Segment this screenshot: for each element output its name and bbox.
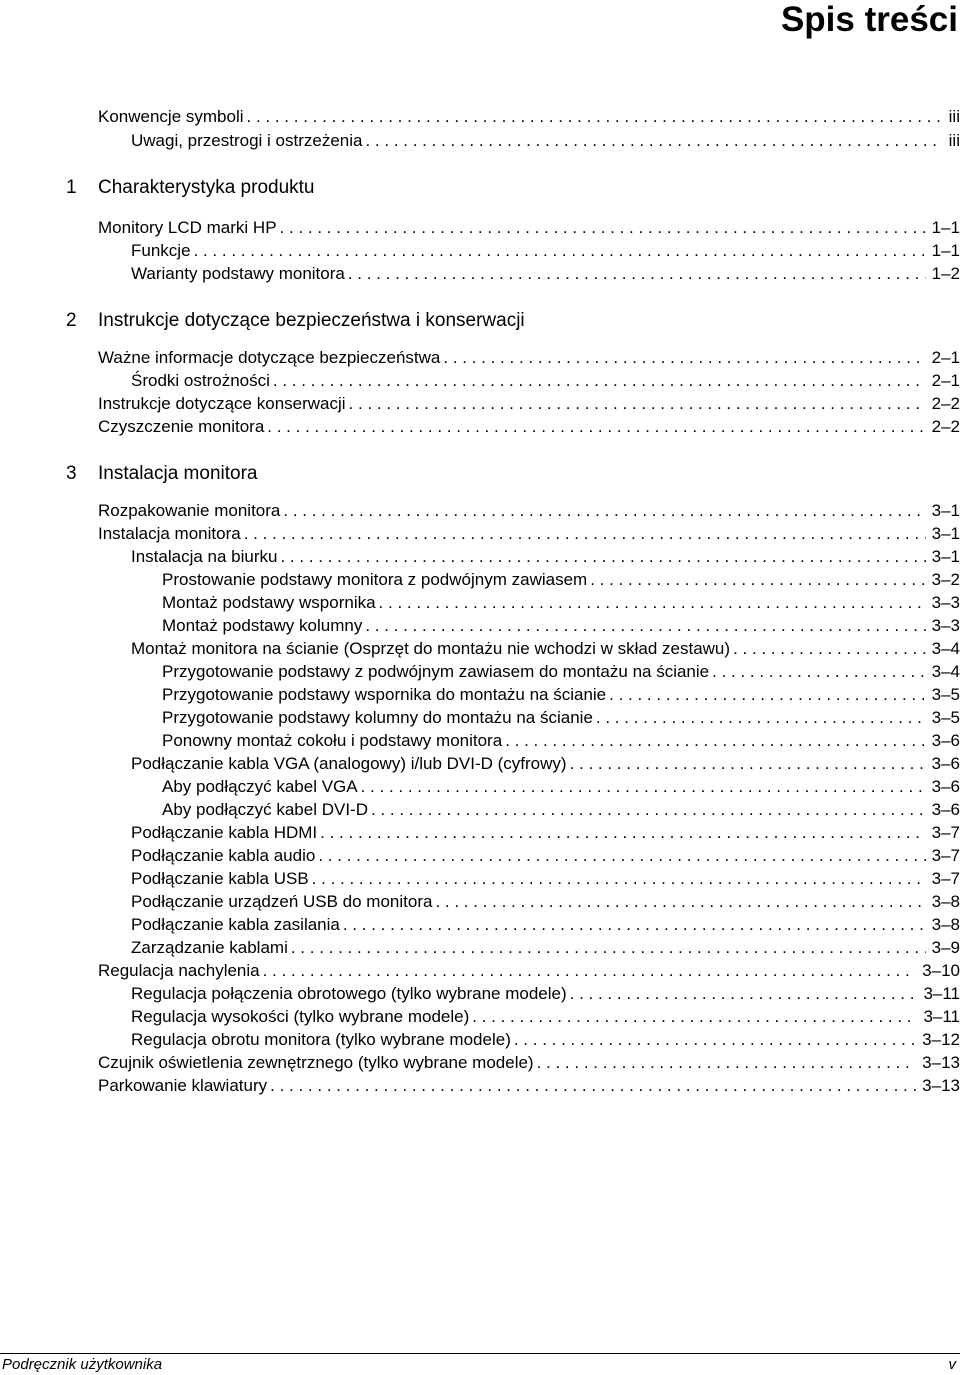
dot-leader (379, 591, 926, 614)
toc-entry-label: Regulacja wysokości (tylko wybrane modele) (131, 1007, 470, 1026)
toc-entry[interactable] (162, 660, 960, 683)
dot-leader (280, 216, 926, 239)
toc-entry-label: Montaż podstawy wspornika (162, 593, 376, 612)
dot-leader (349, 392, 926, 415)
toc-entry-page: 3–13 (922, 1076, 960, 1095)
dot-leader (443, 346, 925, 369)
dot-leader (712, 660, 926, 683)
dot-leader (609, 683, 925, 706)
toc-entry-label: Ważne informacje dotyczące bezpieczeństwa (98, 348, 441, 367)
toc-entry[interactable] (162, 775, 960, 798)
toc-entry[interactable] (131, 821, 960, 844)
toc-entry-page: 2–1 (931, 371, 960, 390)
dot-leader (291, 936, 926, 959)
chapter-heading-1[interactable] (66, 175, 315, 201)
toc-entry-label: Warianty podstawy monitora (131, 264, 345, 283)
chapter-title: Instrukcje dotyczące bezpieczeństwa i konserwacji (98, 310, 525, 331)
dot-leader (280, 545, 925, 568)
toc-entry-label: Czyszczenie monitora (98, 417, 265, 436)
toc-entry-page: 3–6 (931, 731, 960, 750)
dot-leader (348, 262, 926, 285)
toc-entry[interactable] (131, 262, 960, 285)
toc-entry-label: Konwencje symboli (98, 107, 244, 126)
toc-entry-page: 2–1 (931, 348, 960, 367)
toc-entry-page: 3–3 (931, 616, 960, 635)
toc-entry-page: 3–2 (931, 570, 960, 589)
toc-entry-page: 3–8 (931, 892, 960, 911)
toc-entry-page: 3–1 (931, 524, 960, 543)
footer-page-number: v (948, 1356, 956, 1373)
toc-entry[interactable] (131, 1005, 960, 1028)
toc-entry-label: Zarządzanie kablami (131, 938, 288, 957)
dot-leader (596, 706, 926, 729)
toc-entry-page: 3–6 (931, 800, 960, 819)
toc-entry[interactable] (162, 683, 960, 706)
toc-entry-label: Rozpakowanie monitora (98, 501, 281, 520)
toc-entry-page: 3–11 (923, 1007, 960, 1026)
toc-entry[interactable] (98, 1074, 960, 1097)
toc-entry-label: Funkcje (131, 241, 191, 260)
toc-entry-label: Instalacja na biurku (131, 547, 278, 566)
toc-entry-label: Przygotowanie podstawy kolumny do montażu na ścianie (162, 708, 593, 727)
toc-entry[interactable] (98, 522, 960, 545)
dot-leader (590, 568, 925, 591)
toc-entry-label: Prostowanie podstawy monitora z podwójnym zawiasem (162, 570, 588, 589)
toc-entry-page: 3–1 (931, 501, 960, 520)
toc-entry-page: 3–9 (931, 938, 960, 957)
dot-leader (514, 1028, 916, 1051)
dot-leader (472, 1005, 917, 1028)
toc-entry-page: 3–6 (931, 754, 960, 773)
toc-entry-label: Aby podłączyć kabel DVI-D (162, 800, 368, 819)
toc-entry-label: Przygotowanie podstawy z podwójnym zawiasem do montażu na ścianie (162, 662, 710, 681)
footer-rule (0, 1353, 960, 1354)
chapter-heading-2[interactable] (66, 308, 525, 334)
dot-leader (312, 867, 926, 890)
dot-leader (570, 982, 918, 1005)
toc-entry[interactable] (131, 637, 960, 660)
toc-entry-page: 2–2 (931, 417, 960, 436)
dot-leader (267, 415, 925, 438)
toc-entry-page: 3–8 (931, 915, 960, 934)
toc-entry-page: 3–6 (931, 777, 960, 796)
toc-entry-label: Montaż monitora na ścianie (Osprzęt do montażu nie wchodzi w skład zestawu) (131, 639, 731, 658)
toc-entry-page: 1–1 (931, 241, 960, 260)
dot-leader (318, 844, 925, 867)
dot-leader (505, 729, 925, 752)
dot-leader (270, 1074, 916, 1097)
toc-entry-page: 1–2 (931, 264, 960, 283)
toc-entry-label: Instalacja monitora (98, 524, 241, 543)
footer-manual-title: Podręcznik użytkownika (2, 1356, 163, 1373)
toc-entry-page: 3–13 (922, 1053, 960, 1072)
dot-leader (343, 913, 926, 936)
chapter-number: 3 (66, 463, 77, 484)
toc-entry[interactable] (131, 239, 960, 262)
chapter-number: 1 (66, 177, 77, 198)
dot-leader (247, 105, 943, 128)
dot-leader (263, 959, 917, 982)
toc-entry[interactable] (98, 346, 960, 369)
toc-entry-label: Podłączanie kabla USB (131, 869, 309, 888)
toc-entry-label: Parkowanie klawiatury (98, 1076, 268, 1095)
dot-leader (361, 775, 926, 798)
toc-entry-page: 3–4 (931, 639, 960, 658)
toc-entry-label: Instrukcje dotyczące konserwacji (98, 394, 346, 413)
toc-entry-warnings[interactable] (131, 129, 960, 152)
toc-entry-page: 3–5 (931, 708, 960, 727)
toc-entry-label: Aby podłączyć kabel VGA (162, 777, 358, 796)
toc-entry-page: 3–10 (922, 961, 960, 980)
toc-entry[interactable] (98, 392, 960, 415)
toc-entry[interactable] (162, 729, 960, 752)
toc-entry-label: Monitory LCD marki HP (98, 218, 277, 237)
toc-entry-page: 2–2 (931, 394, 960, 413)
toc-entry-label: Podłączanie urządzeń USB do monitora (131, 892, 433, 911)
toc-entry-label: Regulacja nachylenia (98, 961, 260, 980)
toc-entry-page: 3–12 (922, 1030, 960, 1049)
chapter-title: Instalacja monitora (98, 463, 258, 484)
dot-leader (371, 798, 926, 821)
toc-entry-label: Uwagi, przestrogi i ostrzeżenia (131, 131, 363, 150)
toc-entry-page: 3–3 (931, 593, 960, 612)
toc-entry-label: Ponowny montaż cokołu i podstawy monitora (162, 731, 503, 750)
toc-entry-page: 3–5 (931, 685, 960, 704)
toc-entry[interactable] (162, 706, 960, 729)
dot-leader (365, 129, 942, 152)
toc-entry-page: 1–1 (931, 218, 960, 237)
chapter-title: Charakterystyka produktu (98, 177, 315, 198)
dot-leader (273, 369, 926, 392)
toc-entry-page: 3–7 (931, 846, 960, 865)
toc-entry[interactable] (162, 614, 960, 637)
toc-entry-page: 3–4 (931, 662, 960, 681)
toc-entry[interactable] (162, 798, 960, 821)
toc-entry-label: Montaż podstawy kolumny (162, 616, 363, 635)
toc-entry-page: iii (948, 107, 960, 126)
toc-entry[interactable] (131, 369, 960, 392)
dot-leader (283, 499, 925, 522)
toc-entry[interactable] (131, 913, 960, 936)
toc-entry-symbol-conventions[interactable] (98, 105, 960, 128)
toc-entry[interactable] (131, 752, 960, 775)
toc-entry[interactable] (131, 1028, 960, 1051)
dot-leader (320, 821, 925, 844)
toc-entry-label: Regulacja połączenia obrotowego (tylko wybrane modele) (131, 984, 567, 1003)
dot-leader (365, 614, 925, 637)
toc-entry-page: 3–11 (923, 984, 960, 1003)
toc-entry-page: 3–1 (931, 547, 960, 566)
toc-entry[interactable] (131, 844, 960, 867)
toc-entry[interactable] (131, 867, 960, 890)
toc-entry[interactable] (162, 568, 960, 591)
toc-entry[interactable] (98, 499, 960, 522)
dot-leader (244, 522, 926, 545)
toc-entry-label: Przygotowanie podstawy wspornika do montażu na ścianie (162, 685, 607, 704)
toc-entry-page: 3–7 (931, 869, 960, 888)
dot-leader (435, 890, 925, 913)
toc-entry[interactable] (98, 415, 960, 438)
dot-leader (537, 1051, 917, 1074)
dot-leader (733, 637, 926, 660)
toc-entry[interactable] (98, 1051, 960, 1074)
dot-leader (570, 752, 926, 775)
toc-entry[interactable] (98, 216, 960, 239)
toc-entry-label: Regulacja obrotu monitora (tylko wybrane modele) (131, 1030, 511, 1049)
toc-entry-label: Podłączanie kabla HDMI (131, 823, 318, 842)
chapter-number: 2 (66, 310, 77, 331)
toc-entry[interactable] (131, 982, 960, 1005)
toc-entry[interactable] (98, 959, 960, 982)
toc-entry-page: 3–7 (931, 823, 960, 842)
dot-leader (194, 239, 926, 262)
toc-entry-label: Środki ostrożności (131, 371, 270, 390)
toc-entry[interactable] (131, 890, 960, 913)
toc-entry-label: Czujnik oświetlenia zewnętrznego (tylko wybrane modele) (98, 1053, 534, 1072)
toc-entry-page: iii (948, 131, 960, 150)
toc-entry-label: Podłączanie kabla VGA (analogowy) i/lub DVI-D (cyfrowy) (131, 754, 567, 773)
page-title: Spis treści (780, 0, 958, 39)
toc-entry[interactable] (131, 545, 960, 568)
toc-entry[interactable] (162, 591, 960, 614)
toc-entry[interactable] (131, 936, 960, 959)
chapter-heading-3[interactable] (66, 461, 257, 487)
toc-entry-label: Podłączanie kabla audio (131, 846, 316, 865)
toc-entry-label: Podłączanie kabla zasilania (131, 915, 340, 934)
